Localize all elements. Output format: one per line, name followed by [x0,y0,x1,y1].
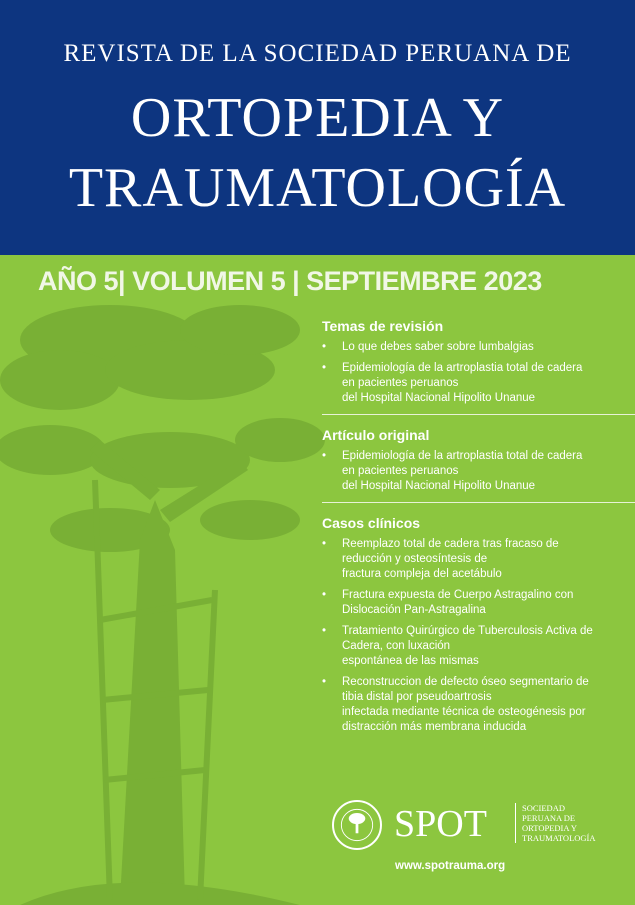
bullet-icon: • [322,676,327,688]
section-temas-de-revision [322,318,635,406]
bullet-icon: • [322,450,327,462]
tree-illustration [0,300,330,905]
bullet-icon: • [322,625,327,637]
issue-info: AÑO 5| VOLUMEN 5 | SEPTIEMBRE 2023 [38,266,542,296]
toc-item-text: Fractura expuesta de Cuerpo Astragalino con Dislocación Pan-Astragalina [342,589,574,616]
toc-item [322,675,635,735]
toc-item-text: Reemplazo total de cadera tras fracaso de reducción y osteosíntesis de fractura compleja del acetábulo [342,538,559,580]
society-seal-icon [332,800,382,850]
section-divider [322,414,635,415]
section-articulo-original [322,427,635,494]
toc-item-text: Reconstruccion de defecto óseo segmentario de tibia distal por pseudoartrosis infectada mediante técnica de osteogénesis por distracción más membrana inducida [342,676,589,733]
bullet-icon: • [322,589,327,601]
toc-item [322,361,635,406]
journal-supertitle: REVISTA DE LA SOCIEDAD PERUANA DE [63,40,572,67]
bullet-icon: • [322,362,327,374]
toc-item [322,449,635,494]
section-title: Casos clínicos [322,515,421,531]
bullet-icon: • [322,341,327,353]
cover-header [0,0,635,255]
toc-item [322,340,635,355]
society-name: SOCIEDAD PERUANA DE ORTOPEDIA Y TRAUMATOLOGÍA [522,803,596,843]
section-divider [322,502,635,503]
toc-item [322,624,635,669]
spot-logo [332,800,622,850]
toc-item [322,588,635,618]
website-link[interactable]: www.spotrauma.org [395,860,506,872]
logo-divider [515,803,516,843]
section-title: Artículo original [322,427,430,443]
toc-item-text: Epidemiología de la artroplastia total de cadera en pacientes peruanos del Hospital Nacional Hipolito Unanue [342,450,583,492]
bullet-icon: • [322,538,327,550]
toc-item-text: Tratamiento Quirúrgico de Tuberculosis Activa de Cadera, con luxación espontánea de las mismas [342,625,593,667]
toc-item-text: Epidemiología de la artroplastia total de cadera en pacientes peruanos del Hospital Nacional Hipolito Unanue [342,362,583,404]
journal-title-line2: TRAUMATOLOGÍA [68,157,567,219]
spot-wordmark: SPOT [394,803,487,845]
toc-item-text: Lo que debes saber sobre lumbalgias [342,341,534,353]
section-title: Temas de revisión [322,318,444,334]
section-casos-clinicos [322,515,635,735]
toc-item [322,537,635,582]
table-of-contents [322,318,635,741]
journal-title-line1: ORTOPEDIA Y [130,87,505,149]
